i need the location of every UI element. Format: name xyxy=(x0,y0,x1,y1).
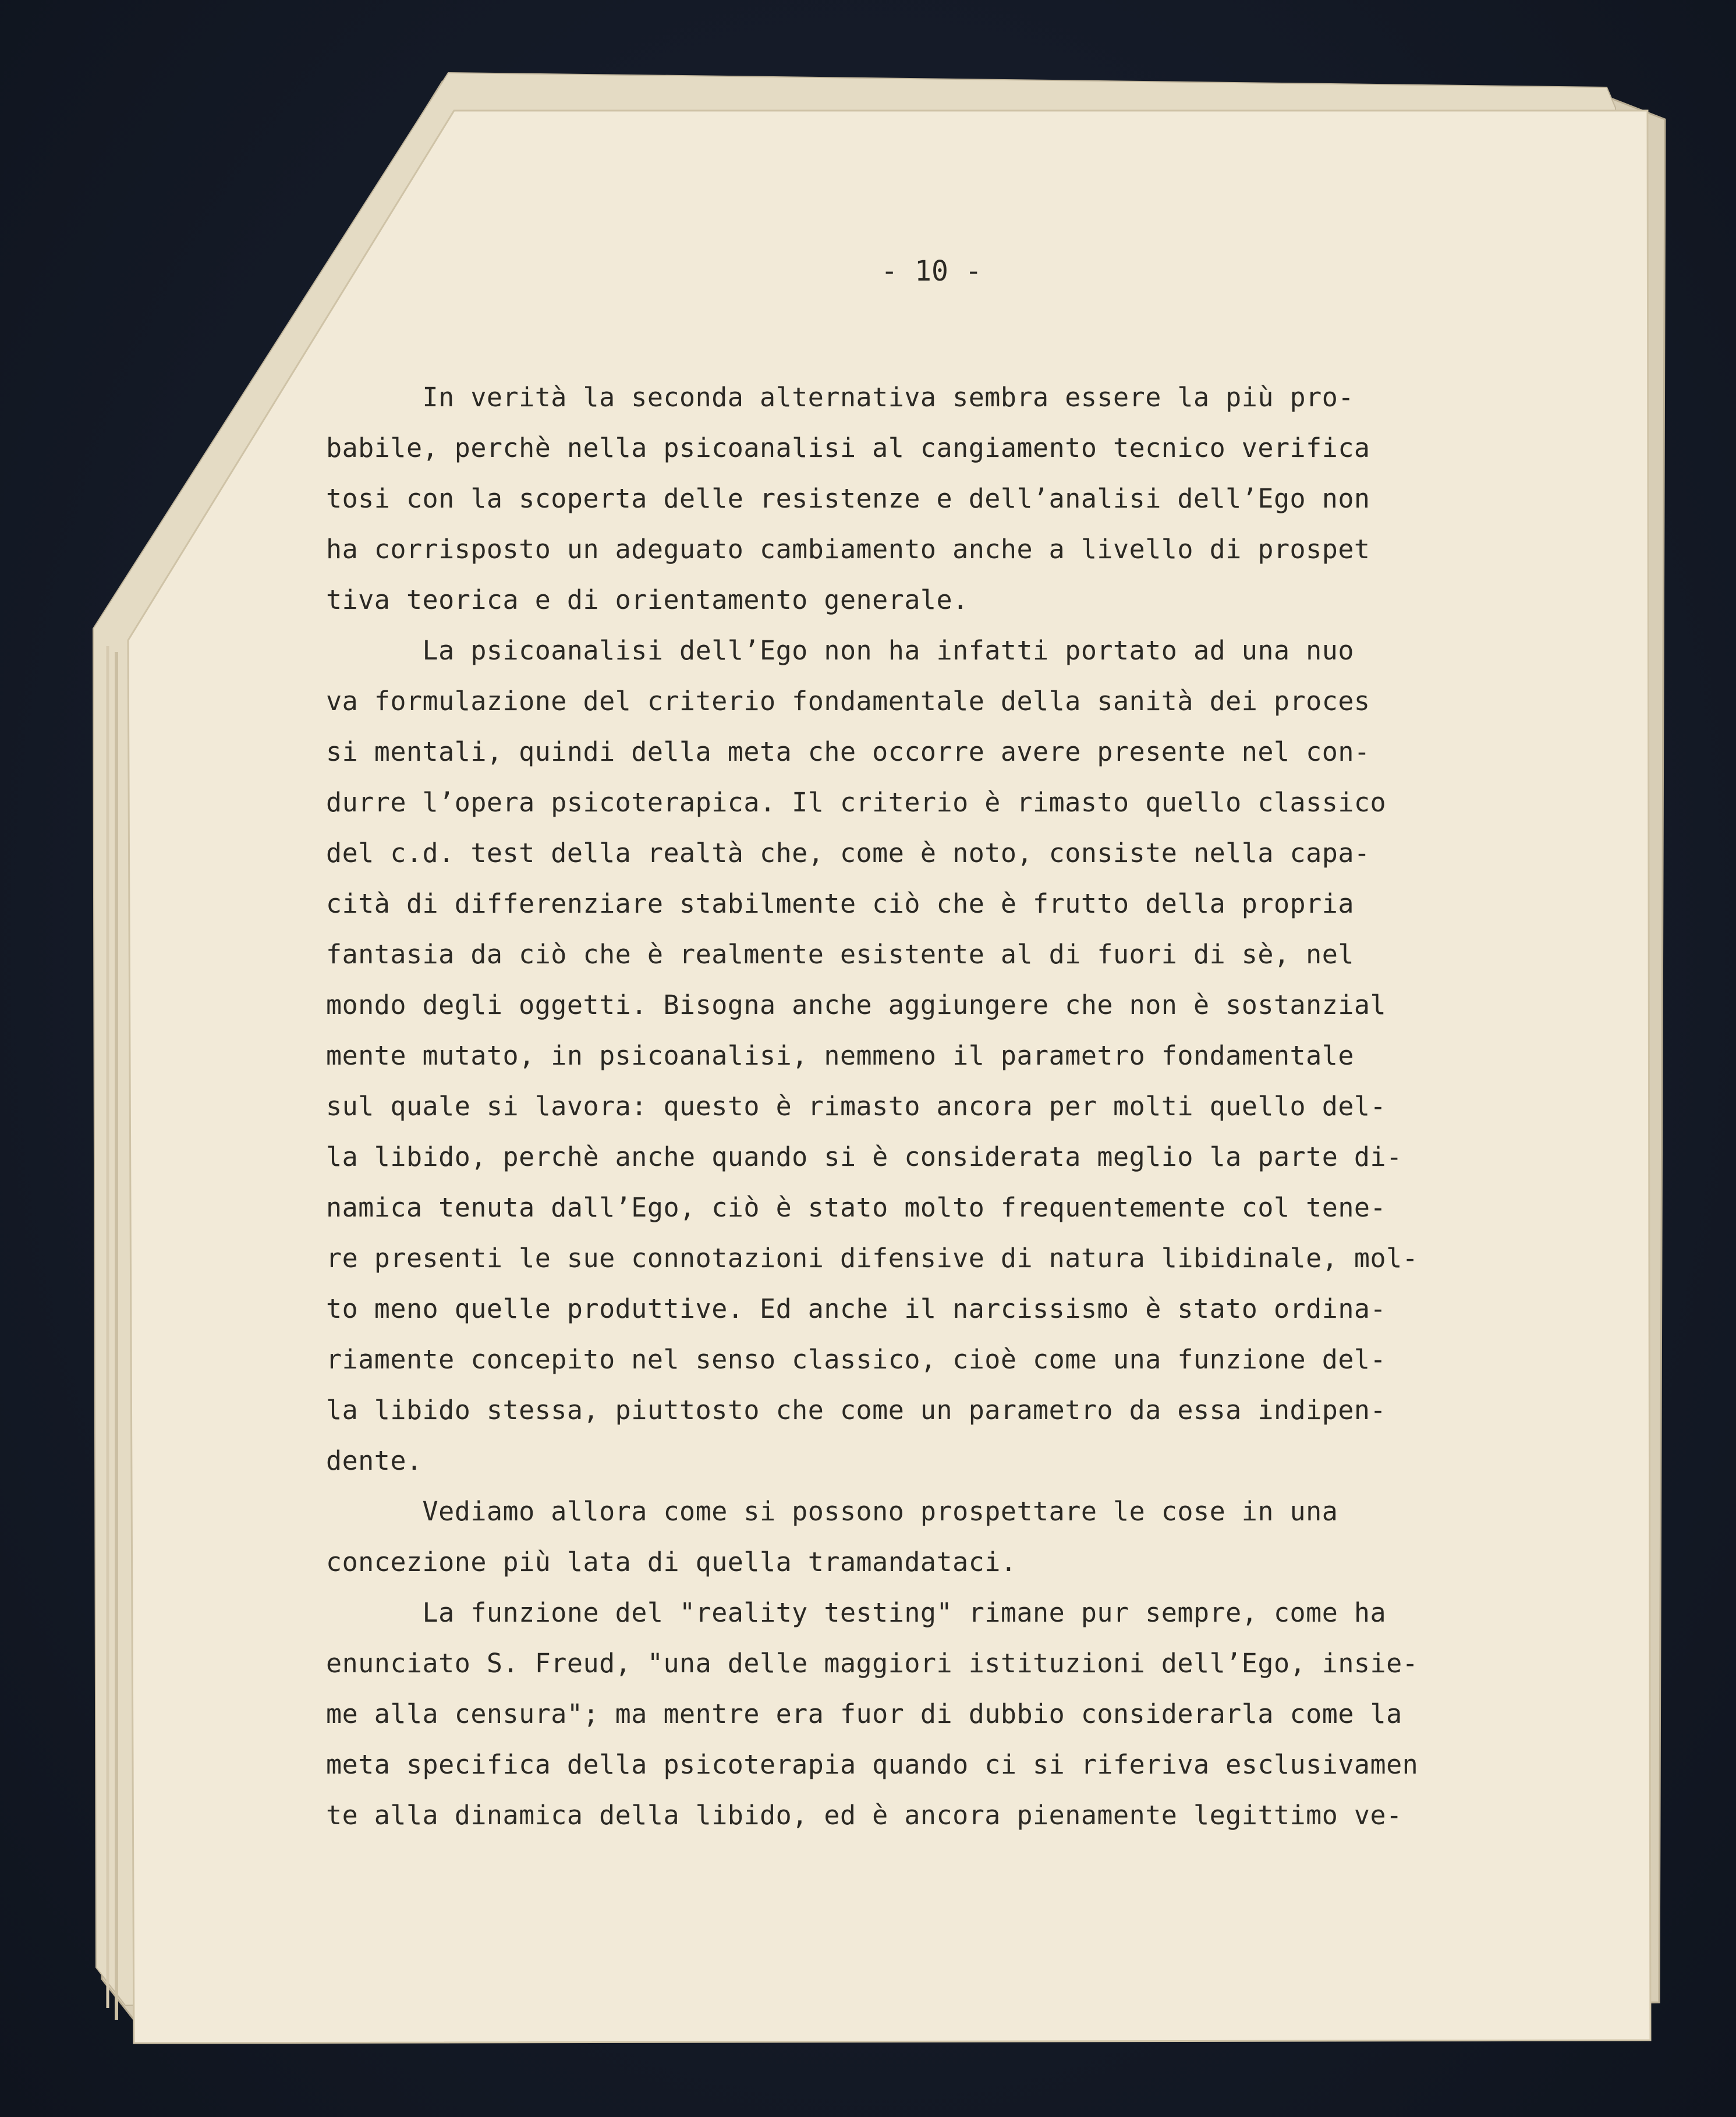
text-line: meta specifica della psicoterapia quando ci si riferiva esclusivamen xyxy=(326,1749,1419,1780)
text-line: dente. xyxy=(326,1445,423,1476)
text-line: enunciato S. Freud, "una delle maggiori istituzioni dell’Ego, insie- xyxy=(326,1648,1419,1679)
text-line: mondo degli oggetti. Bisogna anche aggiungere che non è sostanzial xyxy=(326,990,1387,1020)
text-line: va formulazione del criterio fondamentale della sanità dei proces xyxy=(326,686,1370,717)
text-line: La funzione del "reality testing" rimane pur sempre, come ha xyxy=(326,1597,1387,1628)
text-line: to meno quelle produttive. Ed anche il narcissismo è stato ordina- xyxy=(326,1293,1387,1324)
text-line: La psicoanalisi dell’Ego non ha infatti portato ad una nuo xyxy=(326,635,1354,666)
text-line: sul quale si lavora: questo è rimasto ancora per molti quello del- xyxy=(326,1091,1387,1122)
text-line: namica tenuta dall’Ego, ciò è stato molto frequentemente col tene- xyxy=(326,1192,1387,1223)
text-line: fantasia da ciò che è realmente esistente al di fuori di sè, nel xyxy=(326,939,1354,970)
text-line: tiva teorica e di orientamento generale. xyxy=(326,584,969,615)
text-line: del c.d. test della realtà che, come è noto, consiste nella capa- xyxy=(326,838,1370,868)
page-number: - 10 - xyxy=(881,255,982,288)
text-line: durre l’opera psicoterapica. Il criterio è rimasto quello classico xyxy=(326,787,1387,818)
text-line: cità di differenziare stabilmente ciò che è frutto della propria xyxy=(326,888,1354,919)
text-line: riamente concepito nel senso classico, cioè come una funzione del- xyxy=(326,1344,1387,1375)
text-line: tosi con la scoperta delle resistenze e dell’analisi dell’Ego non xyxy=(326,483,1370,514)
text-line: ha corrisposto un adeguato cambiamento anche a livello di prospet xyxy=(326,534,1370,565)
text-line: In verità la seconda alternativa sembra essere la più pro- xyxy=(326,382,1354,413)
text-line: babile, perchè nella psicoanalisi al cangiamento tecnico verifica xyxy=(326,432,1370,463)
text-line: mente mutato, in psicoanalisi, nemmeno il parametro fondamentale xyxy=(326,1040,1354,1071)
text-line: concezione più lata di quella tramandataci. xyxy=(326,1547,1017,1577)
text-line: me alla censura"; ma mentre era fuor di dubbio considerarla come la xyxy=(326,1698,1402,1729)
text-line: re presenti le sue connotazioni difensive di natura libidinale, mol- xyxy=(326,1243,1419,1274)
text-line: Vediamo allora come si possono prospettare le cose in una xyxy=(326,1496,1338,1527)
text-line: si mentali, quindi della meta che occorre avere presente nel con- xyxy=(326,736,1370,767)
text-line: te alla dinamica della libido, ed è ancora pienamente legittimo ve- xyxy=(326,1800,1402,1831)
text-line: la libido, perchè anche quando si è considerata meglio la parte di- xyxy=(326,1141,1402,1172)
text-line: la libido stessa, piuttosto che come un parametro da essa indipen- xyxy=(326,1395,1387,1425)
